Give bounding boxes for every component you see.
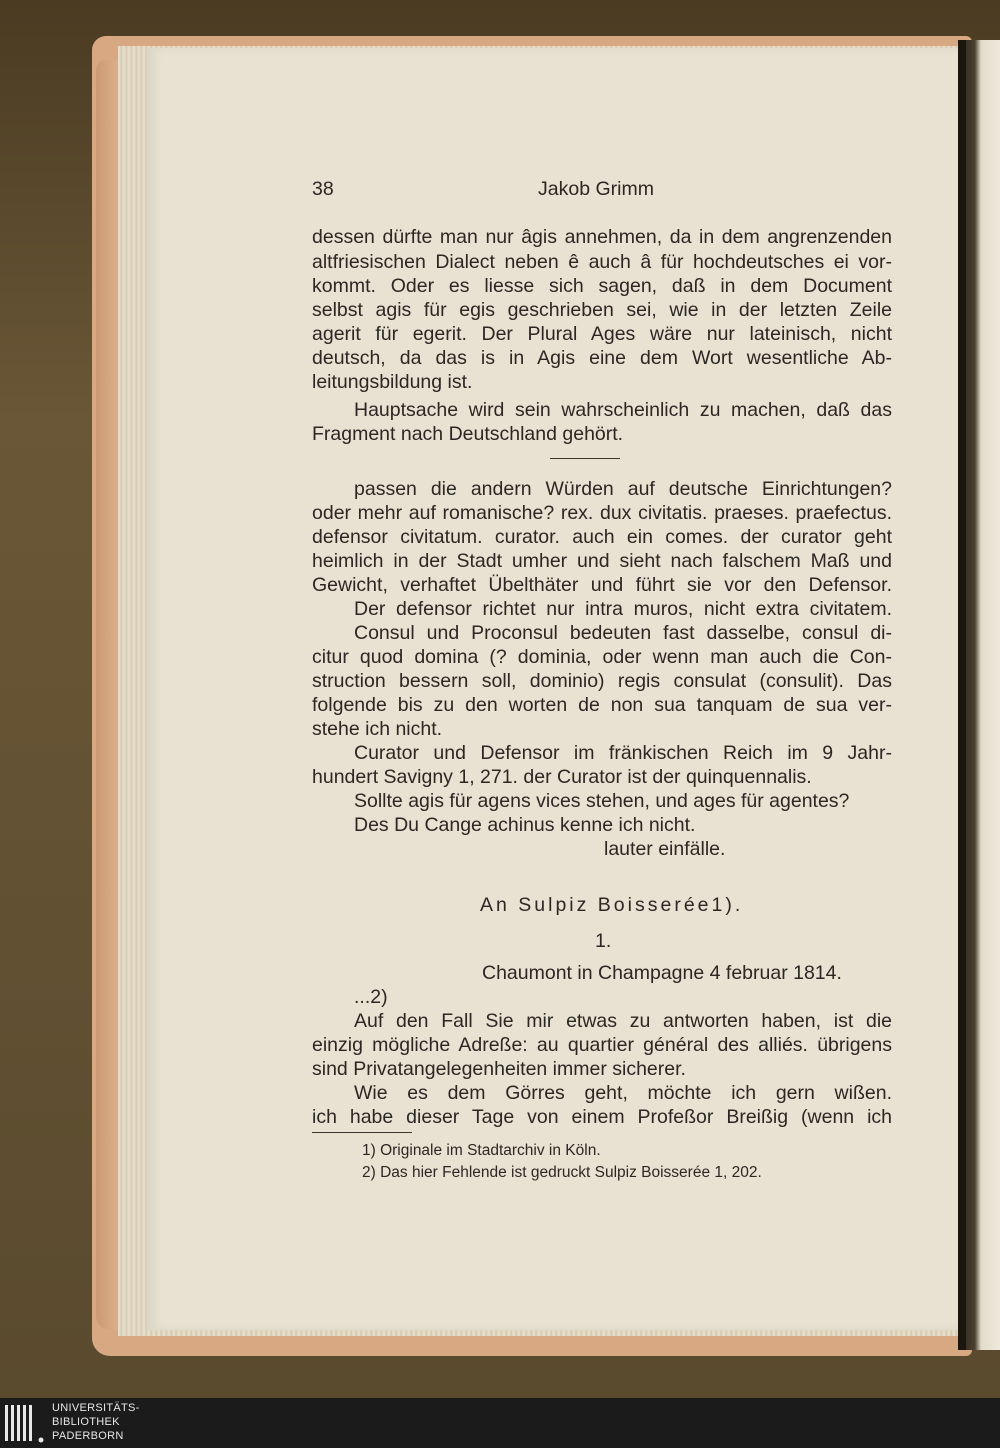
text-line: struction bessern soll, dominio) regis consulat (consulit). Das [312,670,892,692]
gutter-shadow [958,40,1000,1350]
text-line: Des Du Cange achinus kenne ich nicht. [354,814,696,836]
text-line: oder mehr auf romanische? rex. dux civitatis. praeses. praefectus. [312,502,892,524]
text-line: Der defensor richtet nur intra muros, nicht extra civitatem. [354,598,892,620]
page-number: 38 [312,178,334,200]
footnote: 1) Originale im Stadtarchiv in Köln. [362,1142,601,1159]
text-line: selbst agis für egis geschrieben sei, wie in der letzten Zeile [312,299,892,321]
text-line: folgende bis zu den worten de non sua tanquam de sua ver- [312,694,892,716]
text-line: ich habe dieser Tage von einem Profeßor Breißig (wenn ich [312,1106,892,1128]
text-line: Hauptsache wird sein wahrscheinlich zu machen, daß das [354,399,892,421]
footnote-rule [312,1132,412,1133]
footnote: 2) Das hier Fehlende ist gedruckt Sulpiz Boisserée 1, 202. [362,1164,762,1181]
text-line: sind Privatangelegenheiten immer sicherer. [312,1058,686,1080]
library-logo-text [52,1401,140,1443]
letter-heading: An Sulpiz Boisserée1). [480,894,744,916]
logo-line: UNIVERSITÄTS- [52,1402,140,1414]
text-line: passen die andern Würden auf deutsche Einrichtungen? [354,478,892,500]
letter-number: 1. [595,930,612,952]
text-line: einzig mögliche Adreße: au quartier général des alliés. übrigens [312,1034,892,1056]
text-line: Auf den Fall Sie mir etwas zu antworten haben, ist die [354,1010,892,1032]
signature-line: lauter einfälle. [604,838,726,860]
text-line: Fragment nach Deutschland gehört. [312,423,624,445]
text-line: Sollte agis für agens vices stehen, und ages für agentes? [354,790,850,812]
ellipsis-line: ...2) [354,986,388,1008]
section-divider [550,458,620,459]
text-line: Wie es dem Görres geht, möchte ich gern wißen. [354,1082,892,1104]
library-logo-icon [4,1402,44,1444]
text-line: kommt. Oder es liesse sich sagen, daß in dem Document [312,275,892,297]
text-line: citur quod domina (? dominia, oder wenn man auch die Con- [312,646,892,668]
text-line: Consul und Proconsul bedeuten fast dasselbe, consul di- [354,622,892,644]
text-line: heimlich in der Stadt umher und sieht nach falschem Maß und [312,550,892,572]
text-line: altfriesischen Dialect neben ê auch â für hochdeutsches ei vor- [312,251,892,273]
text-line: defensor civitatum. curator. auch ein comes. der curator geht [312,526,892,548]
text-line: hundert Savigny 1, 271. der Curator ist der quinquennalis. [312,766,812,788]
text-line: Curator und Defensor im fränkischen Reich im 9 Jahr- [354,742,892,764]
letter-dateline: Chaumont in Champagne 4 februar 1814. [482,962,842,984]
logo-line: PADERBORN [52,1430,124,1442]
logo-line: BIBLIOTHEK [52,1416,120,1428]
library-footer-bar [0,1398,1000,1448]
text-line: stehe ich nicht. [312,718,443,740]
text-line: Gewicht, verhaftet Übelthäter und führt sie vor den Defensor. [312,574,892,596]
running-title: Jakob Grimm [538,178,654,200]
text-line: deutsch, da das is in Agis eine dem Wort wesentliche Ab- [312,347,892,369]
text-line: leitungsbildung ist. [312,371,473,393]
text-line: dessen dürfte man nur âgis annehmen, da in dem angrenzenden [312,226,892,248]
text-line: agerit für egerit. Der Plural Ages wäre nur lateinisch, nicht [312,323,892,345]
